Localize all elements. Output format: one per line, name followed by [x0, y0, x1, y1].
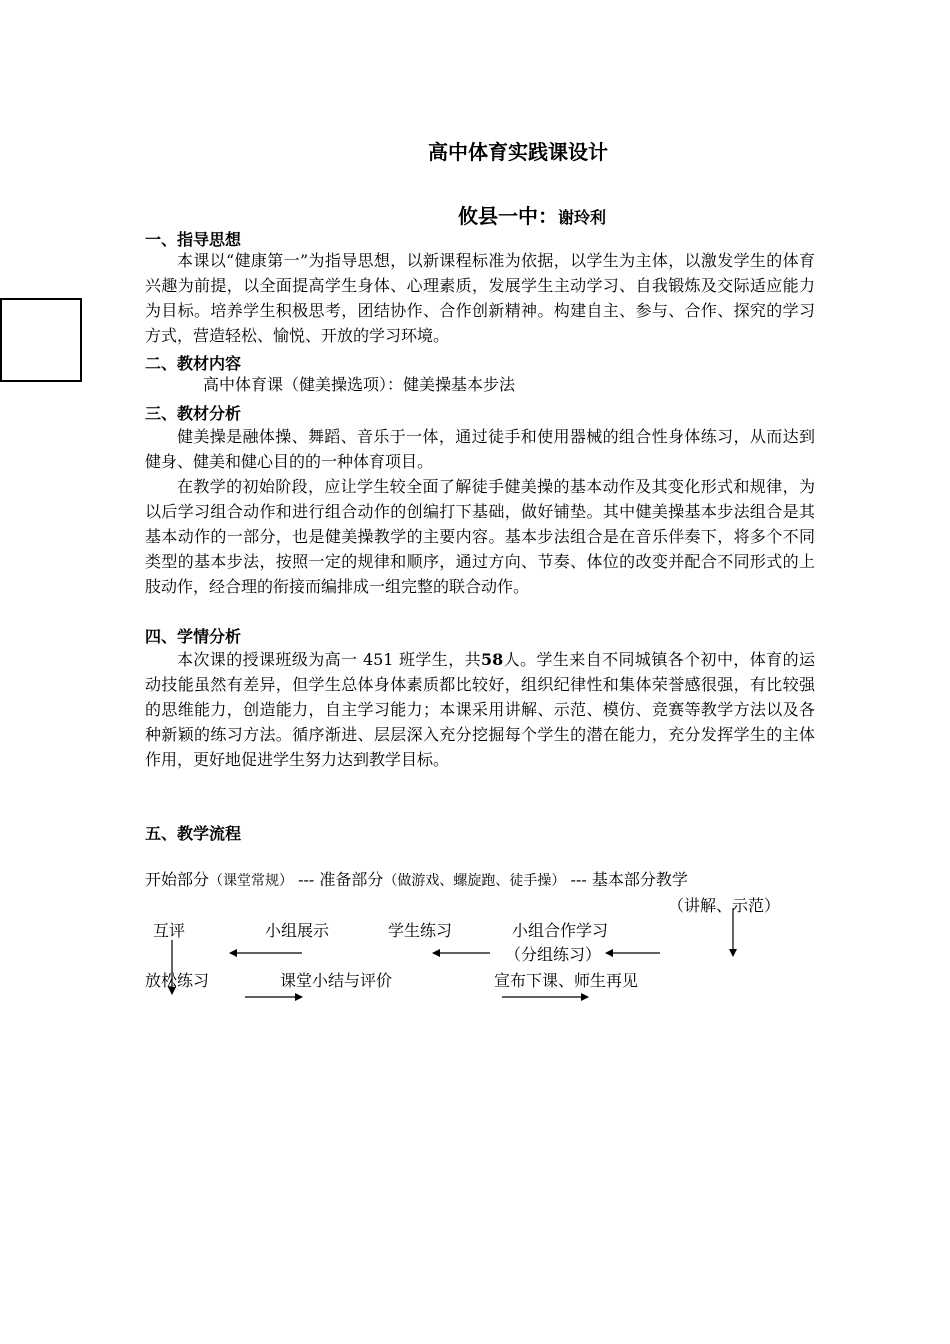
paragraph-part: 本次课的授课班级为高一 451 班学生，共: [177, 650, 482, 669]
section-body-2: 高中体育课（健美操选项）：健美操基本步法: [203, 375, 516, 394]
flow-basic: 基本部分教学: [591, 870, 688, 889]
flow-sep: ---: [298, 870, 315, 889]
flow-peer-review: 互评: [153, 921, 186, 940]
paragraph: 在教学的初始阶段，应让学生较全面了解徒手健美操的基本动作及其变化形式和规律，为以后学习组合动作和进行组合动作的创编打下基础，做好铺垫。其中健美操基本步法组合是其基本动作的一部分，也是健美操教学的主要内容。基本步法组合是在音乐伴奏下，将多个不同类型的基本步法，按照一定的规律和顺序，通过方向、节奏、体位的改变并配合不同形式的上肢动作，经合理的衔接而编排成一组完整的联合动作。: [145, 477, 815, 596]
section-heading-5: 五、教学流程: [145, 824, 242, 843]
flow-prep-note: （做游戏、螺旋跑、徒手操）: [383, 873, 566, 889]
flow-prep: 准备部分: [319, 870, 384, 889]
section-heading-2: 二、教材内容: [145, 354, 242, 373]
flow-group-coop-note: （分组练习）: [505, 945, 602, 964]
flow-basic-note: （讲解、示范）: [668, 896, 781, 915]
document-title: 高中体育实践课设计: [428, 140, 608, 164]
flow-start: 开始部分: [145, 870, 210, 889]
flow-group-coop: 小组合作学习: [512, 921, 609, 940]
flow-sep: ---: [570, 870, 587, 889]
section-heading-4: 四、学情分析: [145, 627, 242, 646]
flow-summary: 课堂小结与评价: [280, 971, 393, 990]
paragraph-part: 人。学生来自不同城镇各个初中，体育的运动技能虽然有差异，但学生总体身体素质都比较好，组织纪律性和集体荣誉感很强，有比较强的思维能力，创造能力，自主学习能力；本课采用讲解、示范、模仿、竞赛等教学方法以及各种新颖的练习方法。循序渐进、层层深入充分挖掘每个学生的潜在能力，充分发挥学生的主体作用，更好地促进学生努力达到教学目标。: [145, 650, 815, 769]
flow-student-practice: 学生练习: [388, 921, 453, 940]
author-school: 攸县一中：: [458, 204, 558, 228]
student-count: 58: [481, 650, 504, 669]
paragraph: 本课以“健康第一”为指导思想，以新课程标准为依据，以学生为主体，以激发学生的体育兴趣为前提，以全面提高学生身体、心理素质，发展学生主动学习、自我锻炼及交际适应能力为目标。培养学生积极思考，团结协作、合作创新精神。构建自主、参与、合作、探究的学习方式，营造轻松、愉悦、开放的学习环境。: [145, 251, 815, 345]
section-heading-3: 三、教材分析: [145, 404, 242, 423]
flow-start-note: （课堂常规）: [209, 873, 294, 889]
flow-dismiss: 宣布下课、师生再见: [494, 971, 639, 990]
section-heading-1: 一、指导思想: [145, 230, 242, 249]
flow-group-show: 小组展示: [265, 921, 330, 940]
flow-relax: 放松练习: [145, 971, 210, 990]
paragraph: 健美操是融体操、舞蹈、音乐于一体，通过徒手和使用器械的组合性身体练习，从而达到健身、健美和健心目的的一种体育项目。: [145, 427, 815, 471]
author-name: 谢玲利: [558, 208, 607, 227]
